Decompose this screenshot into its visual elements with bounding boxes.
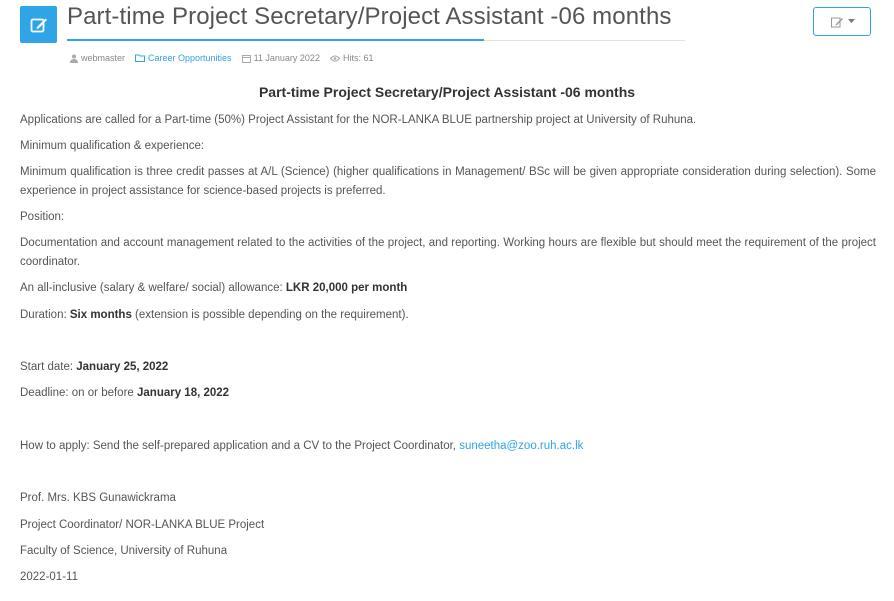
deadline-line: Deadline: on or before January 18, 2022 <box>20 387 230 399</box>
title-edit-icon <box>20 6 57 43</box>
signature-faculty: Faculty of Science, University of Ruhuna <box>20 545 228 557</box>
meta-date: 11 January 2022 <box>242 53 320 63</box>
deadline-value: January 18, 2022 <box>137 387 230 399</box>
position-label: Position: <box>20 211 65 223</box>
email-link[interactable]: suneetha@zoo.ruh.ac.lk <box>459 440 584 452</box>
signature-name: Prof. Mrs. KBS Gunawickrama <box>20 492 176 504</box>
article-meta <box>70 53 373 63</box>
meta-hits: Hits: 61 <box>330 53 374 63</box>
caret-down-icon <box>848 19 855 24</box>
category-link[interactable]: Career Opportunities <box>148 53 232 63</box>
edit-dropdown-button[interactable] <box>813 7 871 36</box>
eye-icon <box>330 55 340 62</box>
start-date-value: January 25, 2022 <box>76 361 169 373</box>
meta-category[interactable] <box>135 53 232 63</box>
meta-author: webmaster <box>70 53 125 63</box>
intro-paragraph: Applications are called for a Part-time (50%) Project Assistant for the NOR-LANKA BLUE partnership project at University of Ruhuna. <box>20 114 697 126</box>
user-icon <box>70 54 78 63</box>
position-paragraph: Documentation and account management related to the activities of the project, and reporting. Working hours are flexible but should meet the requirement of the project coordinator. <box>20 237 876 268</box>
signature-date: 2022-01-11 <box>20 571 78 583</box>
calendar-icon <box>242 54 251 63</box>
folder-icon <box>135 54 145 62</box>
page-title: Part-time Project Secretary/Project Assistant -06 months <box>67 3 672 30</box>
edit-icon <box>830 15 844 29</box>
title-divider-accent <box>67 39 484 41</box>
min-qual-label: Minimum qualification & experience: <box>20 140 205 152</box>
allowance-line: An all-inclusive (salary & welfare/ social) allowance: LKR 20,000 per month <box>20 282 408 294</box>
min-qual-paragraph: Minimum qualification is three credit passes at A/L (Science) (higher qualifications in Management/ BSc will be given appropriate consideration during selection). Some experience in project assistance for science-based projects is preferred. <box>20 166 876 197</box>
start-date-line: Start date: January 25, 2022 <box>20 361 169 373</box>
signature-role: Project Coordinator/ NOR-LANKA BLUE Project <box>20 519 265 531</box>
how-to-apply-line: How to apply: Send the self-prepared application and a CV to the Project Coordinator, suneetha@zoo.ruh.ac.lk <box>20 440 584 452</box>
article-heading: Part-time Project Secretary/Project Assistant -06 months <box>258 84 636 100</box>
allowance-value: LKR 20,000 per month <box>285 282 408 294</box>
duration-line: Duration: Six months (extension is possible depending on the requirement). <box>20 309 409 321</box>
duration-value: Six months <box>69 309 132 321</box>
